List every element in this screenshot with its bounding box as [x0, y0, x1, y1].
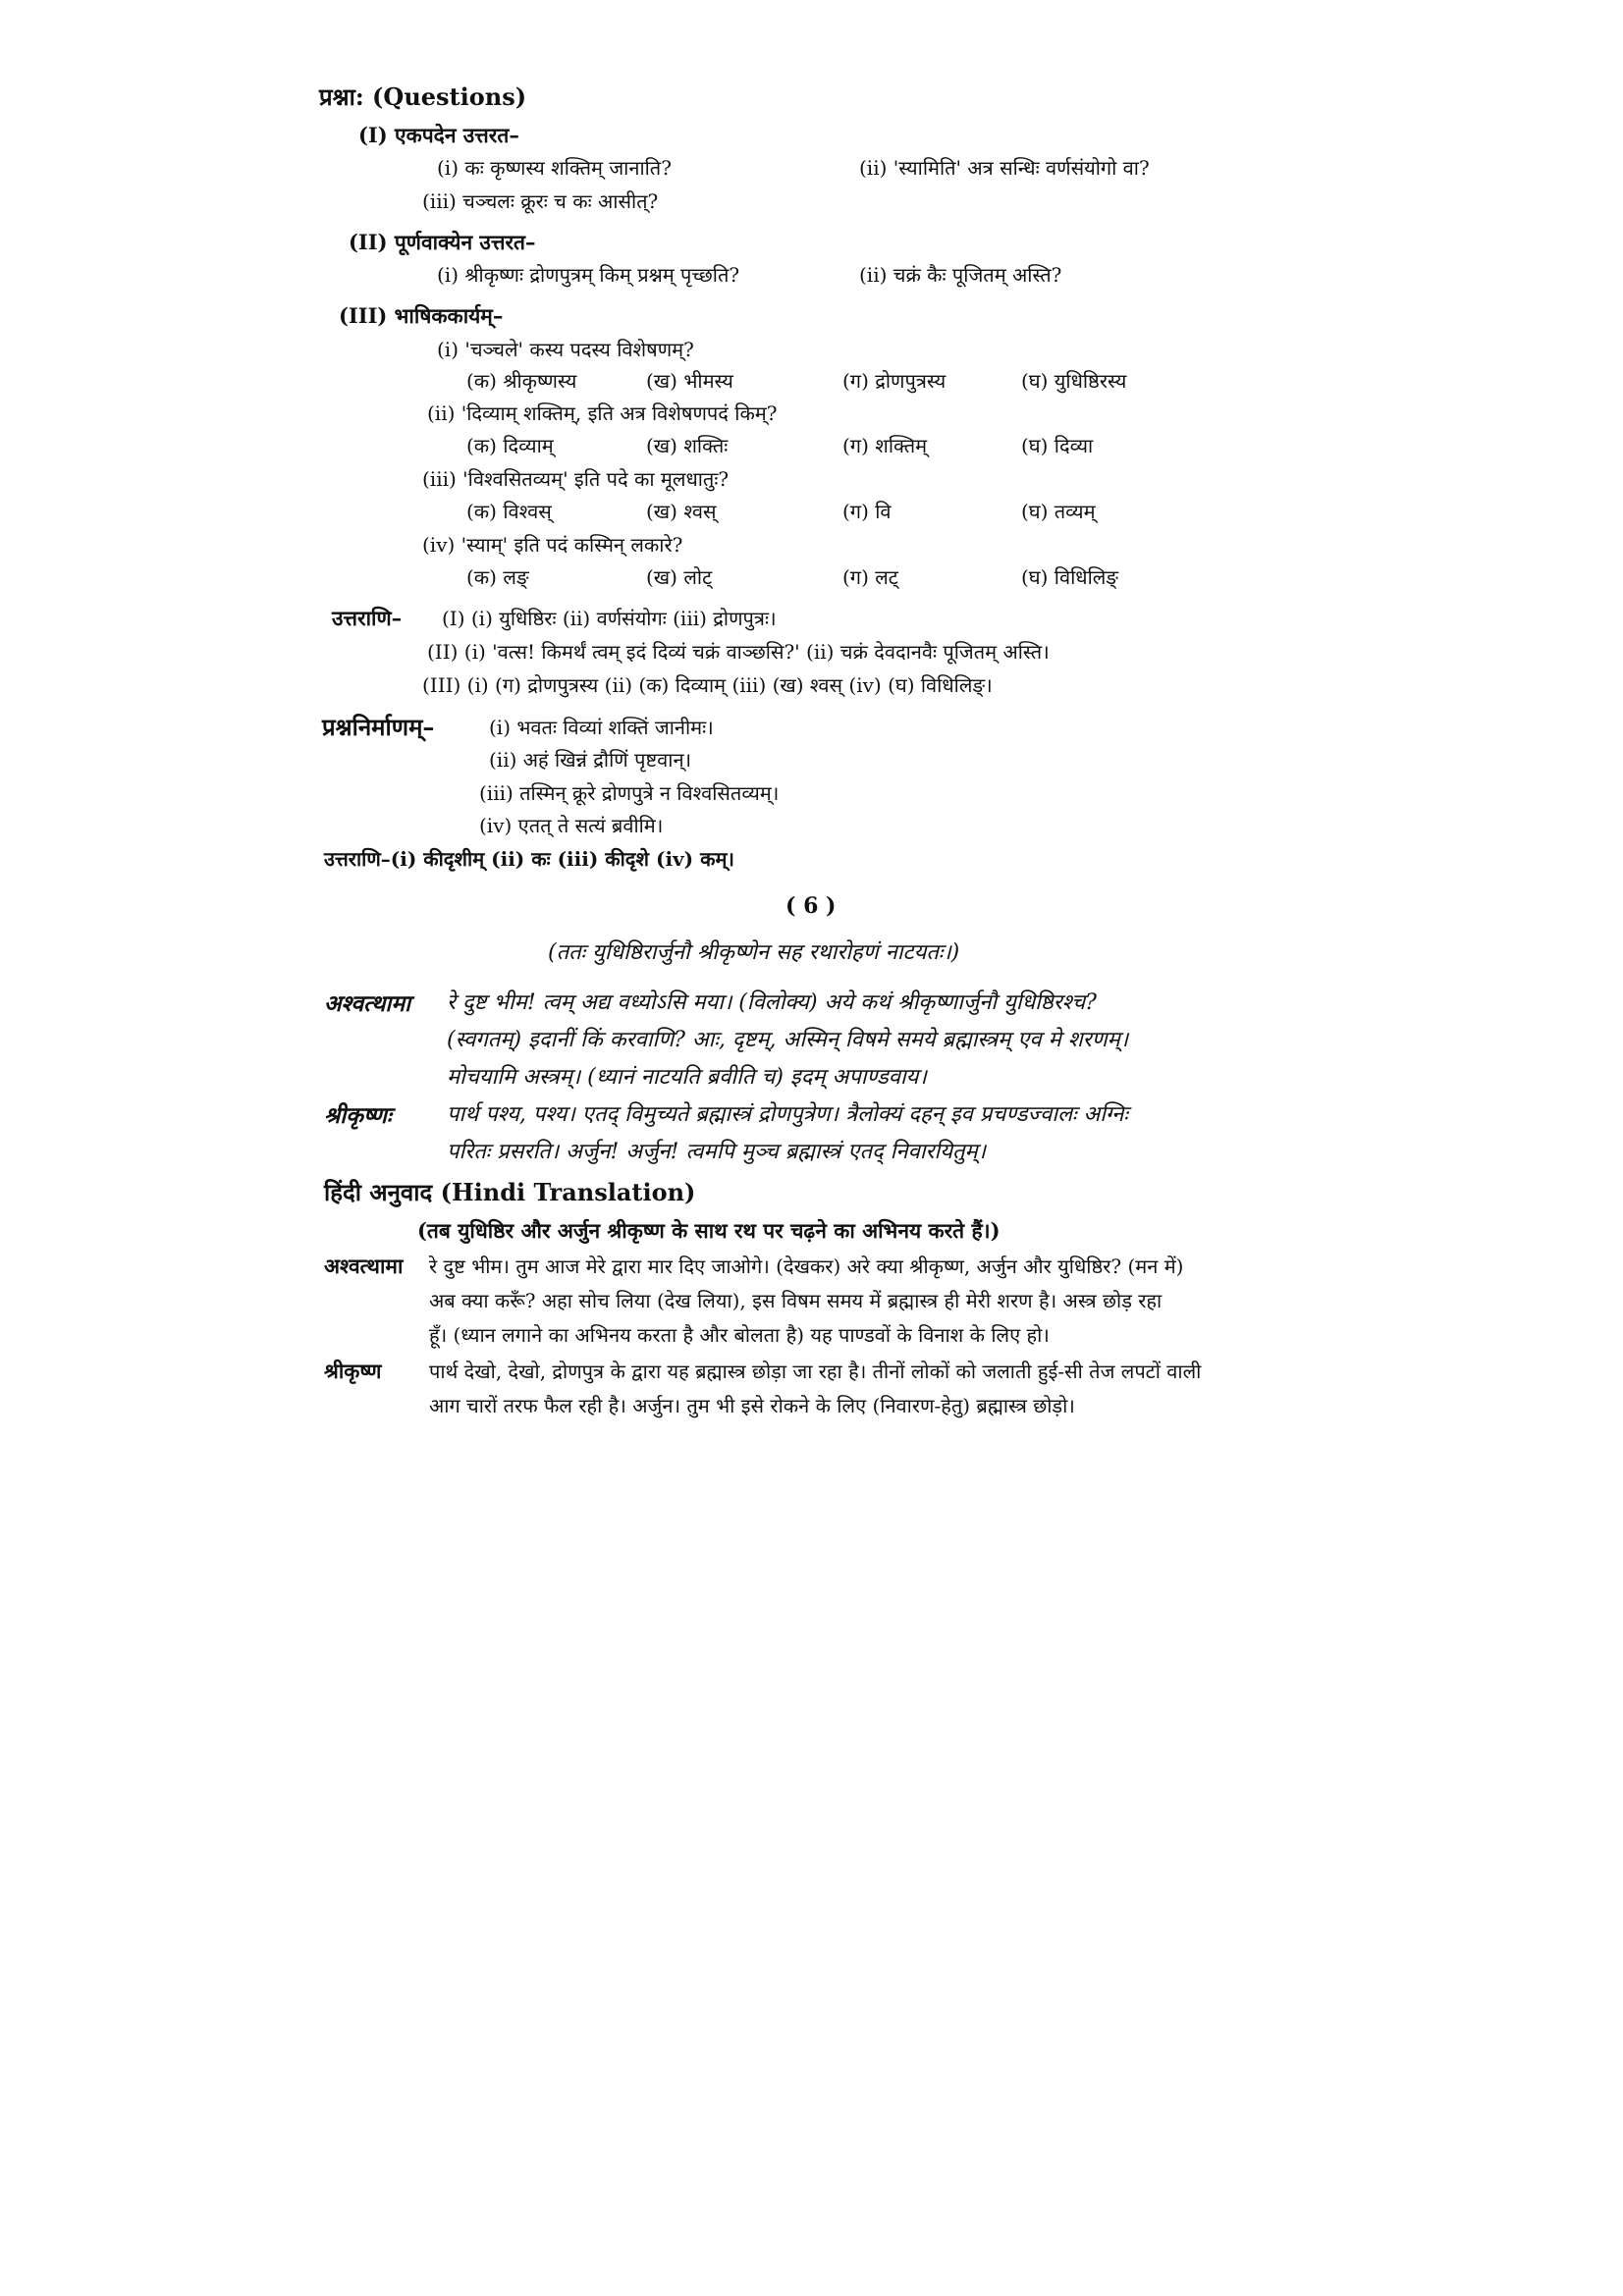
- stage-direction-sanskrit: (ततः युधिष्ठिरार्जुनौ श्रीकृष्णेन सह रथारोहणं नाटयतः।): [548, 940, 960, 965]
- s1-question-1: (i) कः कृष्णस्य शक्तिम् जानाति?: [437, 156, 672, 180]
- answers-line-2: (II) (i) 'वत्स! किमर्थं त्वम् इदं दिव्यं चक्रं वाञ्छसि?' (ii) चक्रं देवदानवैः पूजितम् अस्ति।: [427, 640, 1050, 664]
- formation-line-2: (ii) अहं खिन्नं द्रौणिं पृष्टवान्।: [489, 748, 692, 772]
- formation-line-3: (iii) तस्मिन् क्रूरे द्रोणपुत्रे न विश्वसितव्यम्।: [479, 781, 780, 805]
- s3-q2-option-d: (घ) दिव्या: [1021, 434, 1094, 457]
- s3-question-2: (ii) 'दिव्याम् शक्तिम्, इति अत्र विशेषणपदं किम्?: [427, 401, 778, 425]
- translation-ashwatthama-line-2: अब क्या करूँ? अहा सोच लिया (देख लिया), इस विषम समय में ब्रह्मास्त्र ही मेरी शरण है। अस्त्र छोड़ रहा: [429, 1289, 1163, 1312]
- translation-stage-direction: (तब युधिष्ठिर और अर्जुन श्रीकृष्ण के साथ रथ पर चढ़ने का अभिनय करते हैं।): [417, 1218, 1001, 1243]
- section-1-title: (I) एकपदेन उत्तरत–: [358, 123, 519, 147]
- translation-speaker-krishna: श्रीकृष्ण: [324, 1359, 382, 1383]
- s3-q4-option-a: (क) लङ्: [466, 565, 529, 589]
- answers-line-3: (III) (i) (ग) द्रोणपुत्रस्य (ii) (क) दिव्याम् (iii) (ख) श्वस् (iv) (घ) विधिलिङ्।: [422, 673, 993, 697]
- ashwatthama-line-1: रे दुष्ट भीम! त्वम् अद्य वध्योऽसि मया। (विलोक्य) अये कथं श्रीकृष्णार्जुनौ युधिष्ठिरश्च?: [447, 990, 1097, 1015]
- section-2-title: (II) पूर्णवाक्येन उत्तरत–: [349, 230, 536, 254]
- s3-q2-option-a: (क) दिव्याम्: [466, 434, 554, 457]
- s3-q1-option-d: (घ) युधिष्ठिरस्य: [1021, 369, 1127, 393]
- s3-q3-option-d: (घ) तव्यम्: [1021, 500, 1096, 523]
- s3-question-3: (iii) 'विश्वसितव्यम्' इति पदे का मूलधातुः?: [422, 467, 730, 491]
- s3-q2-option-c: (ग) शक्तिम्: [842, 434, 928, 457]
- translation-krishna-line-1: पार्थ देखो, देखो, द्रोणपुत्र के द्वारा यह ब्रह्मास्त्र छोड़ा जा रहा है। तीनों लोकों को जलाती हुई-सी तेज लपटों वाली: [429, 1360, 1202, 1383]
- translation-speaker-ashwatthama: अश्वत्थामा: [324, 1254, 404, 1278]
- s2-question-2: (ii) चक्रं कैः पूजितम् अस्ति?: [859, 263, 1062, 287]
- s3-q4-option-b: (ख) लोट्: [646, 565, 713, 589]
- s3-question-1: (i) 'चञ्चले' कस्य पदस्य विशेषणम्?: [437, 338, 694, 361]
- answers-line-1: (I) (i) युधिष्ठिरः (ii) वर्णसंयोगः (iii) द्रोणपुत्रः।: [442, 607, 777, 630]
- translation-krishna-line-2: आग चारों तरफ फैल रही है। अर्जुन। तुम भी इसे रोकने के लिए (निवारण-हेतु) ब्रह्मास्त्र छोड़ो।: [429, 1394, 1075, 1417]
- answers-label: उत्तराणि–: [332, 606, 403, 630]
- s3-question-4: (iv) 'स्याम्' इति पदं कस्मिन् लकारे?: [422, 533, 683, 557]
- s1-question-3: (iii) चञ्चलः क्रूरः च कः आसीत्?: [422, 189, 659, 213]
- speaker-ashwatthama: अश्वत्थामा: [324, 990, 411, 1017]
- s2-question-1: (i) श्रीकृष्णः द्रोणपुत्रम् किम् प्रश्नम् पृच्छति?: [437, 263, 740, 287]
- s3-q4-option-c: (ग) लट्: [842, 565, 898, 589]
- ashwatthama-line-3: मोचयामि अस्त्रम्। (ध्यानं नाटयति ब्रवीति च) इदम् अपाण्डवाय।: [447, 1065, 927, 1090]
- questions-heading: प्रश्ना: (Questions): [319, 82, 527, 111]
- s3-q1-option-b: (ख) भीमस्य: [646, 369, 733, 393]
- formation-line-4: (iv) एतत् ते सत्यं ब्रवीमि।: [479, 814, 664, 837]
- section-3-title: (III) भाषिककार्यम्–: [339, 303, 504, 328]
- s1-question-2: (ii) 'स्यामिति' अत्र सन्धिः वर्णसंयोगो वा?: [859, 156, 1150, 180]
- s3-q3-option-a: (क) विश्वस्: [466, 500, 552, 523]
- krishna-line-1: पार्थ पश्य, पश्य। एतद् विमुच्यते ब्रह्मास्त्रं द्रोणपुत्रेण। त्रैलोक्यं दहन् इव प्रचण्डज्वालः अग्निः: [447, 1102, 1128, 1127]
- s3-q2-option-b: (ख) शक्तिः: [646, 434, 729, 457]
- formation-line-1: (i) भवतः विव्यां शक्तिं जानीमः।: [489, 716, 714, 739]
- s3-q1-option-a: (क) श्रीकृष्णस्य: [466, 369, 577, 393]
- translation-ashwatthama-line-3: हूँ। (ध्यान लगाने का अभिनय करता है और बोलता है) यह पाण्डवों के विनाश के लिए हो।: [429, 1323, 1050, 1347]
- speaker-krishna: श्रीकृष्णः: [324, 1102, 392, 1129]
- section-number: ( 6 ): [785, 893, 837, 919]
- s3-q4-option-d: (घ) विधिलिङ्: [1021, 565, 1119, 589]
- translation-ashwatthama-line-1: रे दुष्ट भीम। तुम आज मेरे द्वारा मार दिए जाओगे। (देखकर) अरे क्या श्रीकृष्ण, अर्जुन और युधिष्ठिर? (मन में): [429, 1255, 1184, 1278]
- translation-heading: हिंदी अनुवाद (Hindi Translation): [324, 1178, 696, 1206]
- krishna-line-2: परितः प्रसरति। अर्जुन! अर्जुन! त्वमपि मुञ्च ब्रह्मास्त्रं एतद् निवारयितुम्।: [447, 1140, 987, 1164]
- s3-q3-option-c: (ग) वि: [842, 500, 892, 523]
- question-formation-label: प्रश्ननिर्माणम्–: [322, 713, 435, 741]
- ashwatthama-line-2: (स्वगतम्) इदानीं किं करवाणि? आः, दृष्टम्, अस्मिन् विषमे समये ब्रह्मास्त्रम् एव मे शरणम्।: [447, 1028, 1129, 1052]
- s3-q3-option-b: (ख) श्वस्: [646, 500, 717, 523]
- s3-q1-option-c: (ग) द्रोणपुत्रस्य: [842, 369, 947, 393]
- formation-answers: उत्तराणि–(i) कीदृशीम् (ii) कः (iii) कीदृशे (iv) कम्।: [324, 847, 734, 871]
